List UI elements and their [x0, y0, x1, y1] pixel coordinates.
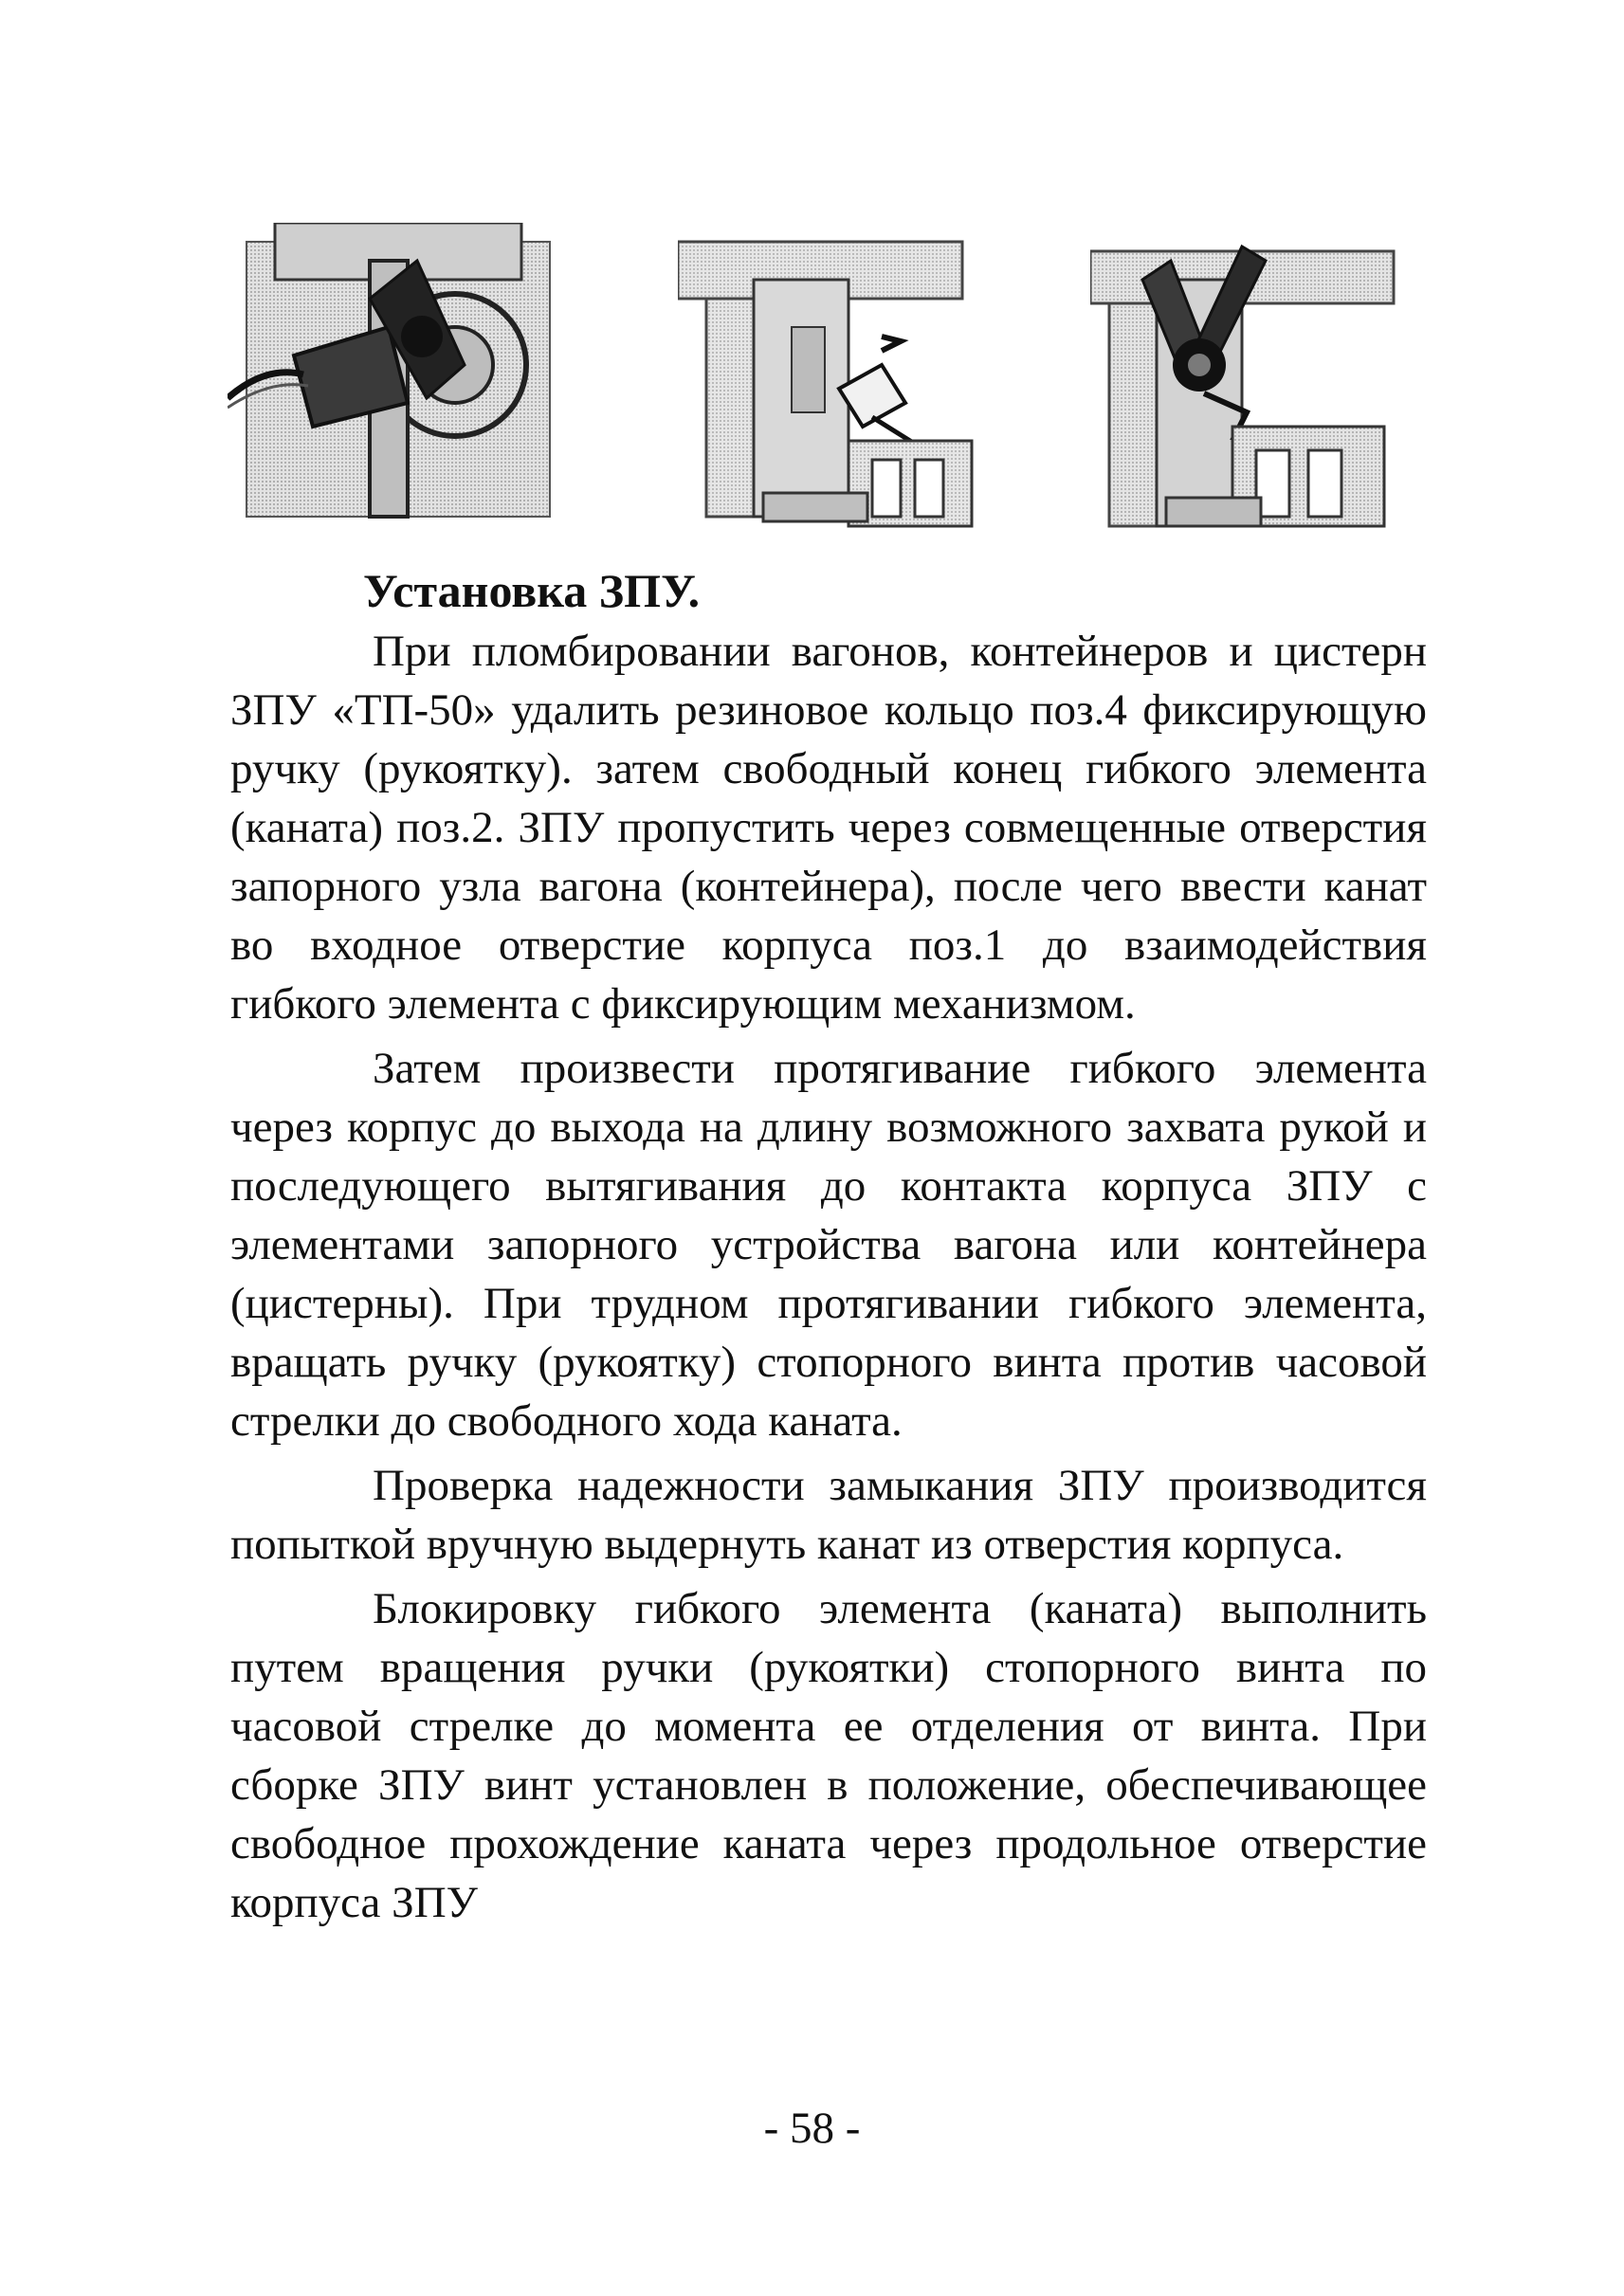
- seal-locked-on-container-lock-illustration: [1090, 223, 1403, 536]
- paragraph-pulling-cable: Затем произвести протягивание гибкого элемента через корпус до выхода на длину возможного захвата рукой и последующего вытягивания до контакта корпуса ЗПУ с элементами запорного устройства вагона или контейнера (цистерны). При трудном протягивании гибкого элемента, вращать ручку (рукоятку) стопорного винта против часовой стрелки до свободного хода каната.: [230, 1044, 1427, 1446]
- seal-on-wagon-door-lock-illustration: [228, 223, 569, 536]
- seal-insertion-through-container-lock-illustration: [678, 223, 981, 536]
- illustrations-row: [228, 223, 1403, 536]
- section-heading: Установка ЗПУ.: [363, 564, 701, 617]
- paragraph-sealing-procedure: При пломбировании вагонов, контейнеров и цистерн ЗПУ «ТП-50» удалить резиновое кольцо поз.4 фиксирующую ручку (рукоятку). затем свободный конец гибкого элемента (каната) поз.2. ЗПУ пропустить через совмещенные отверстия запорного узла вагона (контейнера), после чего ввести канат во входное отверстие корпуса поз.1 до взаимодействия гибкого элемента с фиксирующим механизмом.: [230, 627, 1427, 1029]
- document-body: [230, 559, 1427, 1932]
- paragraph-reliability-check: Проверка надежности замыкания ЗПУ производится попыткой вручную выдернуть канат из отверстия корпуса.: [230, 1461, 1427, 1569]
- paragraph-blocking: Блокировку гибкого элемента (каната) выполнить путем вращения ручки (рукоятки) стопорного винта по часовой стрелке до момента ее отделения от винта. При сборке ЗПУ винт установлен в положение, обеспечивающее свободное прохождение каната через продольное отверстие корпуса ЗПУ: [230, 1584, 1427, 1927]
- page-number: - 58 -: [763, 2104, 861, 2153]
